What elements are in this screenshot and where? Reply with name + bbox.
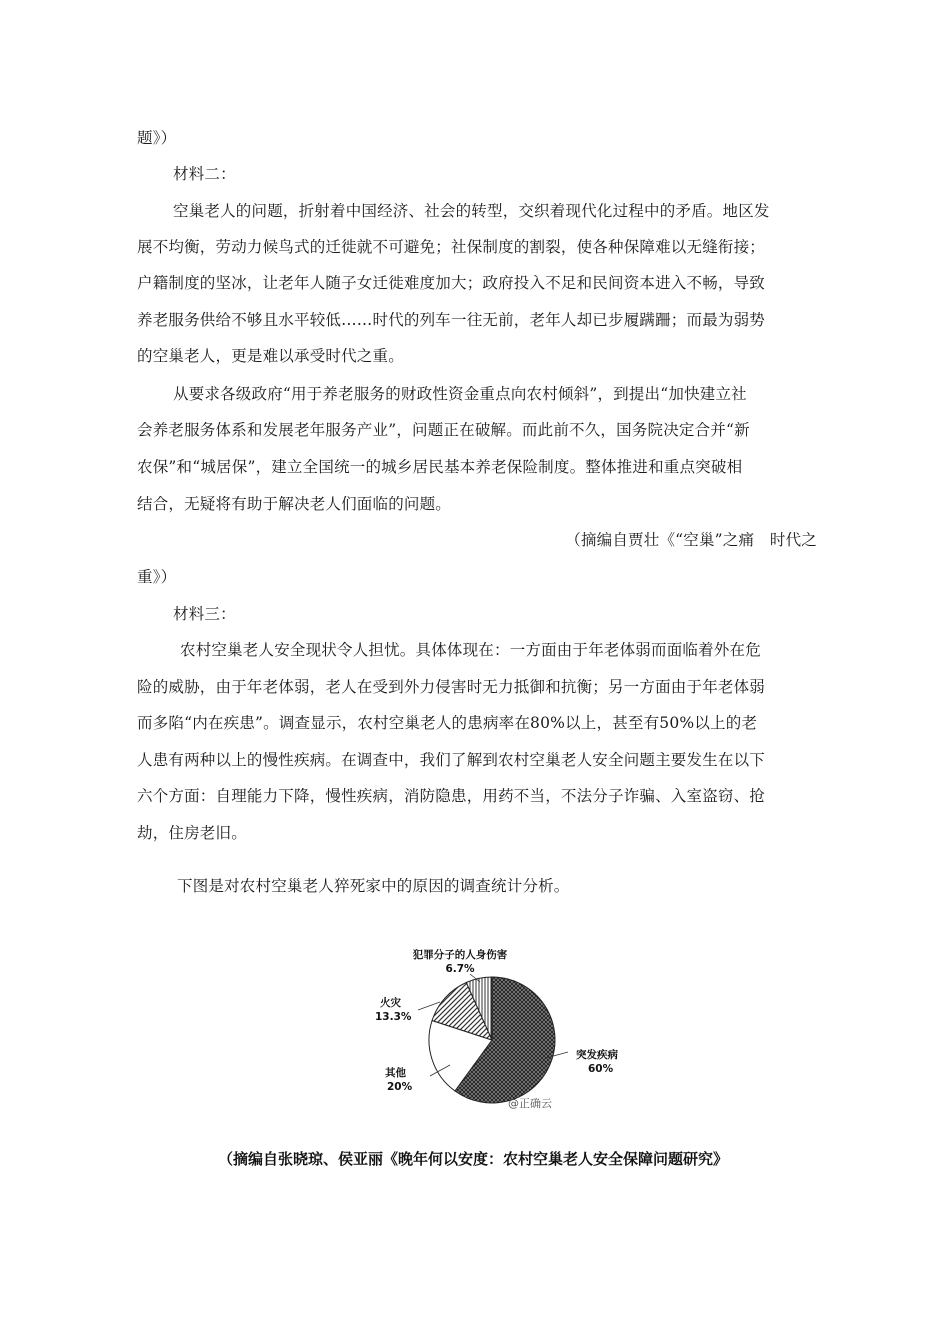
slice-label: 火灾 bbox=[380, 997, 401, 1009]
text-line: 农村空巢老人安全现状令人担忧。具体体现在：一方面由于年老体弱而面临着外在危 bbox=[180, 641, 761, 659]
slice-label: 犯罪分子的人身伤害 bbox=[412, 949, 508, 961]
watermark: @正确云 bbox=[508, 1097, 552, 1110]
pie-chart bbox=[340, 940, 620, 1120]
text-line: 的空巢老人，更是难以承受时代之重。 bbox=[137, 347, 404, 365]
text-line: 题》） bbox=[137, 129, 177, 147]
text-line: 人患有两种以上的慢性疾病。在调查中，我们了解到农村空巢老人安全问题主要发生在以下 bbox=[137, 751, 766, 769]
text-line: 险的威胁，由于年老体弱，老人在受到外力侵害时无力抵御和抗衡；另一方面由于年老体弱 bbox=[137, 678, 766, 696]
text-line: 农保”和“城居保”，建立全国统一的城乡居民基本养老保险制度。整体推进和重点突破相 bbox=[137, 458, 743, 476]
section-heading: 材料二： bbox=[173, 165, 236, 183]
text-line: 空巢老人的问题，折射着中国经济、社会的转型，交织着现代化过程中的矛盾。地区发 bbox=[173, 202, 770, 220]
slice-value-label: 13.3% bbox=[375, 1011, 412, 1023]
text-line: 劫，住房老旧。 bbox=[137, 824, 247, 842]
source-citation: （摘编自贾壮《“空巢”之痛 时代之 bbox=[565, 531, 817, 549]
text-line: 而多陷“内在疾患”。调查显示，农村空巢老人的患病率在80%以上，甚至有50%以上的老 bbox=[137, 714, 758, 732]
slice-label: 其他 bbox=[385, 1067, 406, 1079]
slice-value-label: 60% bbox=[588, 1063, 614, 1075]
text-line: 养老服务供给不够且水平较低……时代的列车一往无前，老年人却已步履蹒跚；而最为弱势 bbox=[137, 311, 766, 329]
text-line: 会养老服务体系和发展老年服务产业”，问题正在破解。而此前不久，国务院决定合并“新 bbox=[137, 421, 750, 439]
text-line: 六个方面：自理能力下降，慢性疾病，消防隐患，用药不当，不法分子诈骗、入室盗窃、抢 bbox=[137, 787, 766, 805]
chart-source-caption: （摘编自张晓琼、侯亚丽《晚年何以安度：农村空巢老人安全保障问题研究》 bbox=[218, 1150, 729, 1168]
slice-label: 突发疾病 bbox=[576, 1049, 618, 1061]
slice-value-label: 20% bbox=[387, 1081, 413, 1093]
section-heading: 材料三： bbox=[173, 605, 236, 623]
text-line: 户籍制度的坚冰，让老年人随子女迁徙难度加大；政府投入不足和民间资本进入不畅，导致 bbox=[137, 274, 766, 292]
text-line: 展不均衡，劳动力候鸟式的迁徙就不可避免；社保制度的割裂，使各种保障难以无缝衔接； bbox=[137, 238, 766, 256]
source-citation: 重》） bbox=[137, 568, 177, 586]
slice-value-label: 6.7% bbox=[445, 963, 475, 975]
text-line: 从要求各级政府“用于养老服务的财政性资金重点向农村倾斜”，到提出“加快建立社 bbox=[173, 385, 747, 403]
text-line: 下图是对农村空巢老人猝死家中的原因的调查统计分析。 bbox=[177, 877, 570, 895]
text-line: 结合，无疑将有助于解决老人们面临的问题。 bbox=[137, 495, 452, 513]
